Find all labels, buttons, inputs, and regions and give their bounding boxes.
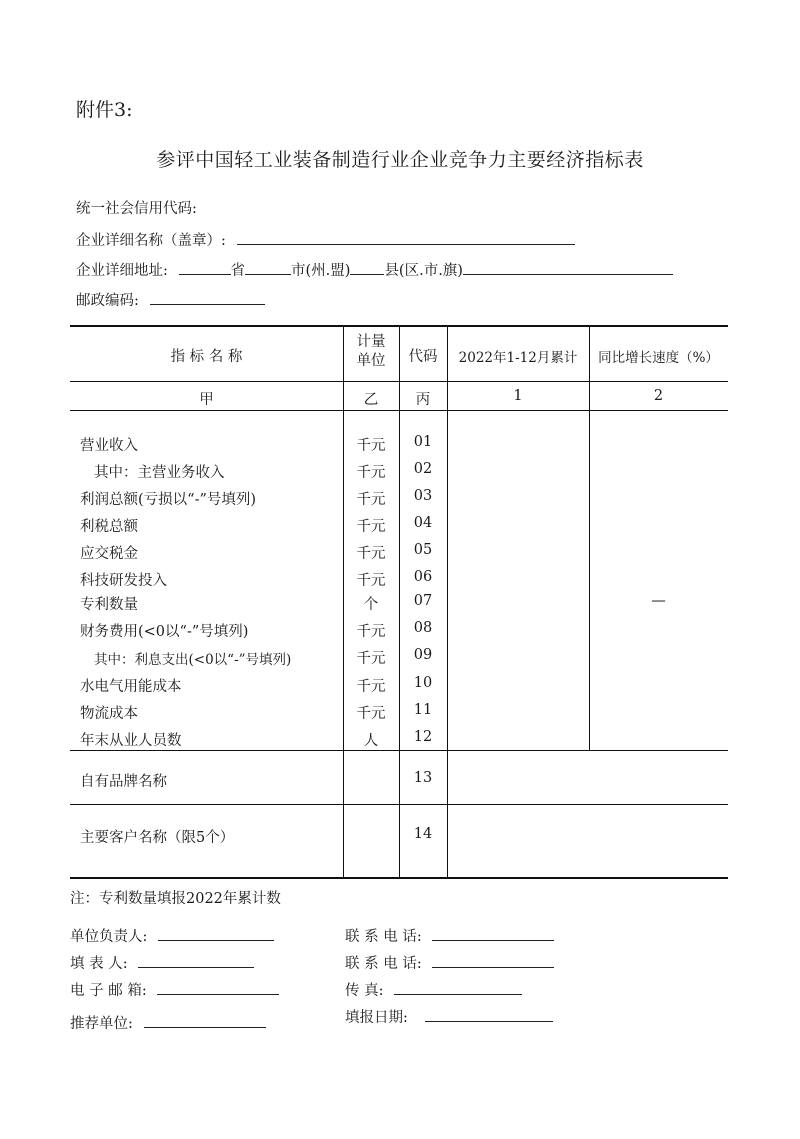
row-code: 09 — [413, 647, 433, 663]
row-code: 05 — [413, 542, 433, 558]
row-name: 其中：主营业务收入 — [94, 465, 225, 481]
email-row — [70, 979, 279, 1000]
row-unit: 千元 — [356, 438, 386, 454]
company-name-label: 企业详细名称（盖章）: — [76, 233, 226, 249]
row-code: 08 — [413, 620, 433, 636]
date-field[interactable] — [425, 1007, 553, 1022]
row-code: 04 — [413, 515, 433, 531]
postal-label: 邮政编码: — [76, 293, 139, 309]
address-row — [76, 259, 673, 280]
county-field[interactable] — [350, 260, 384, 275]
row-growth[interactable]: — — [651, 593, 666, 609]
row-code: 03 — [413, 488, 433, 504]
row-name: 其中：利息支出(<0以“-”号填列) — [94, 652, 292, 668]
indicator-table — [70, 325, 728, 879]
col-label-code: 丙 — [415, 392, 431, 408]
row-name: 科技研发投入 — [80, 573, 167, 589]
row-code: 06 — [413, 569, 433, 585]
postal-field[interactable] — [150, 290, 265, 305]
row-unit: 千元 — [356, 492, 386, 508]
col-label-name: 甲 — [199, 392, 214, 408]
row-name: 利税总额 — [80, 519, 138, 535]
recommender-label: 推荐单位: — [70, 1016, 133, 1032]
date-row — [345, 1006, 553, 1027]
col-label-growth: 2 — [653, 388, 664, 404]
row-code: 12 — [413, 729, 433, 745]
address-detail-field[interactable] — [463, 260, 673, 275]
row-name: 利润总额(亏损以“-”号填列) — [80, 492, 257, 508]
phone1-label: 联 系 电 话: — [345, 929, 422, 945]
row-unit: 千元 — [356, 651, 386, 667]
header-growth: 同比增长速度（%） — [598, 350, 719, 366]
page-title: 参评中国轻工业装备制造行业企业竞争力主要经济指标表 — [156, 149, 644, 171]
recommender-field[interactable] — [144, 1013, 266, 1028]
row-unit: 千元 — [356, 573, 386, 589]
city-label: 市(州.盟) — [291, 263, 351, 279]
phone2-field[interactable] — [432, 953, 554, 968]
header-cumulative: 2022年1-12月累计 — [458, 350, 578, 366]
header-unit-line1: 计量 — [356, 334, 386, 350]
row-name: 水电气用能成本 — [80, 679, 182, 695]
row-name: 营业收入 — [80, 438, 138, 454]
clients-code: 14 — [413, 826, 433, 842]
phone1-row — [345, 925, 554, 946]
col-label-cumulative: 1 — [513, 388, 523, 404]
row-unit: 千元 — [356, 465, 386, 481]
phone2-label: 联 系 电 话: — [345, 956, 422, 972]
email-label: 电 子 邮 箱: — [70, 983, 147, 999]
phone2-row — [345, 952, 554, 973]
unit-head-field[interactable] — [158, 926, 274, 941]
header-unit-line2: 单位 — [356, 353, 386, 369]
header-code: 代码 — [408, 349, 438, 365]
attachment-label: 附件3: — [76, 99, 133, 121]
row-code: 02 — [413, 461, 433, 477]
postal-row — [76, 289, 265, 310]
fax-label: 传 真: — [345, 983, 384, 999]
table-note: 注：专利数量填报2022年累计数 — [70, 891, 281, 907]
header-name: 指 标 名 称 — [170, 349, 243, 365]
row-unit: 个 — [363, 597, 379, 613]
row-unit: 千元 — [356, 624, 386, 640]
row-unit: 千元 — [356, 679, 386, 695]
row-name: 物流成本 — [80, 706, 138, 722]
province-field[interactable] — [179, 260, 231, 275]
company-name-row — [76, 229, 575, 250]
company-name-field[interactable] — [237, 230, 575, 245]
row-unit: 千元 — [356, 706, 386, 722]
city-field[interactable] — [245, 260, 291, 275]
unit-head-row — [70, 925, 274, 946]
row-code: 10 — [413, 675, 433, 691]
header-unit — [343, 333, 399, 371]
row-code: 11 — [413, 702, 433, 718]
fax-field[interactable] — [394, 980, 522, 995]
address-label: 企业详细地址: — [76, 263, 168, 279]
email-field[interactable] — [157, 980, 279, 995]
province-label: 省 — [230, 263, 245, 279]
row-code: 07 — [413, 593, 433, 609]
row-name: 专利数量 — [80, 597, 138, 613]
date-label: 填报日期: — [345, 1010, 408, 1026]
county-label: 县(区.市.旗) — [384, 263, 463, 279]
row-name: 应交税金 — [80, 546, 138, 562]
col-label-unit: 乙 — [363, 392, 379, 408]
filler-row — [70, 952, 254, 973]
recommender-row — [70, 1012, 266, 1033]
unit-head-label: 单位负责人: — [70, 929, 148, 945]
filler-label: 填 表 人: — [70, 956, 128, 972]
row-code: 01 — [413, 434, 433, 450]
clients-name-label: 主要客户名称（限5个） — [80, 830, 235, 846]
row-name: 财务费用(<0以“-”号填列) — [80, 624, 249, 640]
credit-code-label: 统一社会信用代码: — [76, 201, 197, 217]
brand-code: 13 — [413, 770, 433, 786]
filler-field[interactable] — [138, 953, 254, 968]
row-name: 年末从业人员数 — [80, 733, 182, 749]
phone1-field[interactable] — [432, 926, 554, 941]
row-unit: 人 — [363, 733, 379, 749]
row-unit: 千元 — [356, 519, 386, 535]
brand-name-label: 自有品牌名称 — [80, 774, 167, 790]
fax-row — [345, 979, 522, 1000]
row-unit: 千元 — [356, 546, 386, 562]
